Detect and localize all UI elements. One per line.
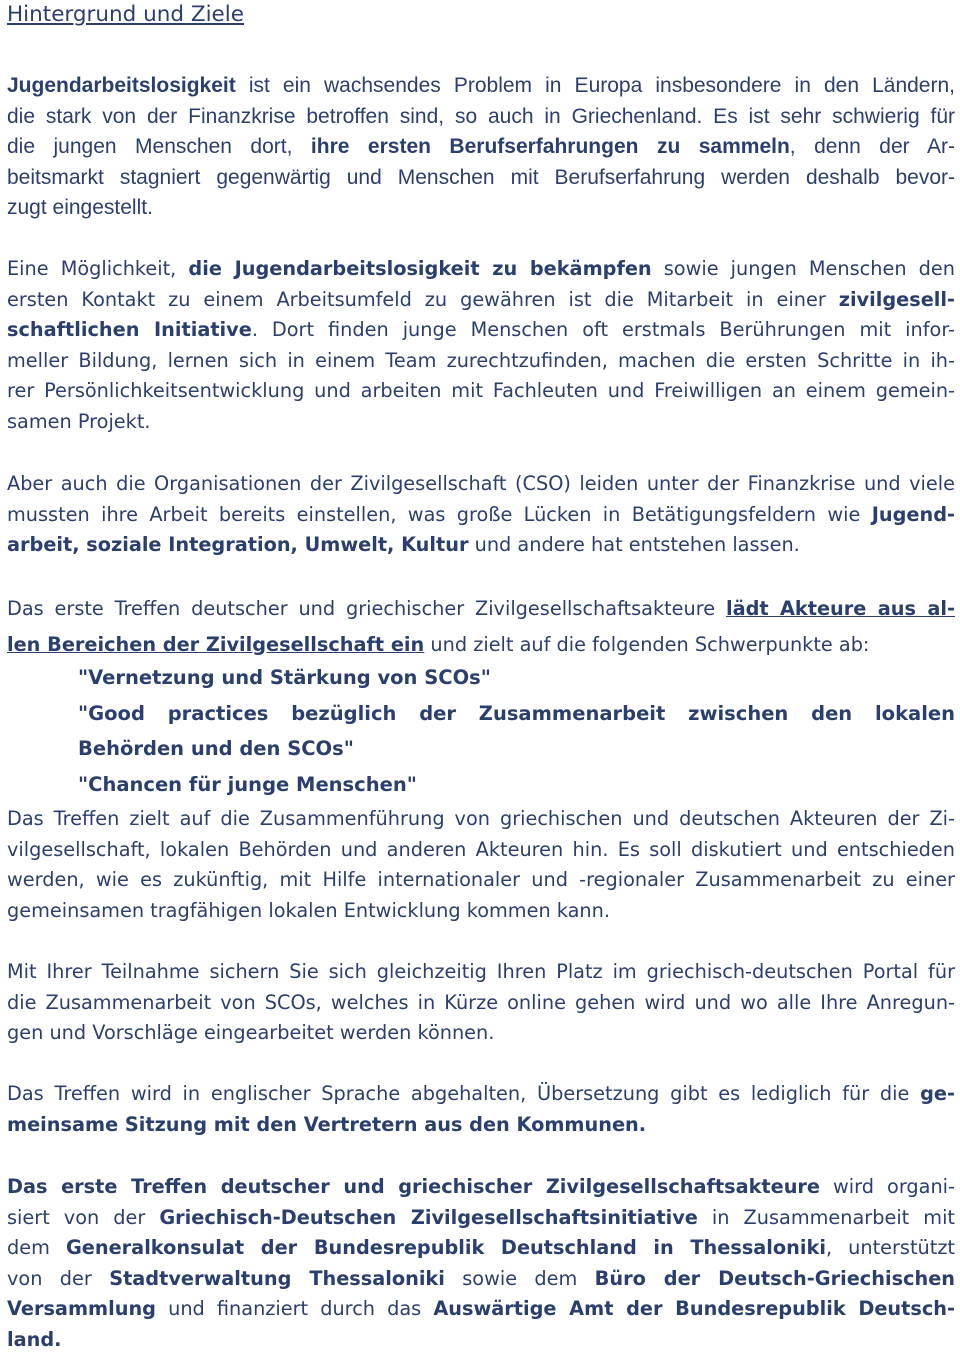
section-heading: Hintergrund und Ziele — [7, 0, 244, 30]
text-line: die Zusammenarbeit von SCOs, welches in Kürze online gehen wird und wo alle Ihre Anregun- — [7, 988, 955, 1019]
text-line: zugt eingestellt. — [7, 193, 955, 224]
text-line: dem Generalkonsulat der Bundesrepublik Deutschland in Thessaloniki, unterstützt — [7, 1233, 955, 1264]
text-line: gemeinsamen tragfähigen lokalen Entwicklung kommen kann. — [7, 896, 955, 927]
text-line: Das erste Treffen deutscher und griechischer Zivilgesellschaftsakteure lädt Akteure aus al- — [7, 591, 955, 627]
text-line: Das Treffen wird in englischer Sprache abgehalten, Übersetzung gibt es lediglich für die ge- — [7, 1079, 955, 1110]
text-line: Das Treffen zielt auf die Zusammenführung von griechischen und deutschen Akteuren der Zi- — [7, 804, 955, 835]
focus-topic: Behörden und den SCOs" — [78, 731, 955, 767]
text-line: Jugendarbeitslosigkeit ist ein wachsendes Problem in Europa insbesondere in den Ländern, — [7, 71, 955, 102]
text-line: meinsame Sitzung mit den Vertretern aus den Kommunen. — [7, 1110, 955, 1141]
text-line: mussten ihre Arbeit bereits einstellen, was große Lücken in Betätigungsfeldern wie Jugend- — [7, 500, 955, 531]
text-line: beitsmarkt stagniert gegenwärtig und Menschen mit Berufserfahrung werden deshalb bevor- — [7, 163, 955, 194]
focus-topic: "Vernetzung und Stärkung von SCOs" — [78, 660, 955, 696]
text-line: Aber auch die Organisationen der Zivilgesellschaft (CSO) leiden unter der Finanzkrise und viele — [7, 469, 955, 500]
paragraph-cso — [7, 469, 955, 561]
text-line: die jungen Menschen dort, ihre ersten Berufserfahrungen zu sammeln, denn der Ar- — [7, 132, 955, 163]
text-line: rer Persönlichkeitsentwicklung und arbeiten mit Fachleuten und Freiwilligen an einem gemein- — [7, 376, 955, 407]
text-line: arbeit, soziale Integration, Umwelt, Kultur und andere hat entstehen lassen. — [7, 530, 955, 561]
text-line: samen Projekt. — [7, 407, 955, 438]
text-line: land. — [7, 1325, 955, 1355]
text-line: schaftlichen Initiative. Dort finden junge Menschen oft erstmals Berührungen mit infor- — [7, 315, 955, 346]
paragraph-organizers — [7, 1172, 955, 1355]
text-line: von der Stadtverwaltung Thessaloniki sowie dem Büro der Deutsch-Griechischen — [7, 1264, 955, 1295]
paragraph-language — [7, 1079, 955, 1140]
text-line: Das erste Treffen deutscher und griechischer Zivilgesellschaftsakteure wird organi- — [7, 1172, 955, 1203]
text-line: ersten Kontakt zu einem Arbeitsumfeld zu gewähren ist die Mitarbeit in einer zivilgesell- — [7, 285, 955, 316]
paragraph-portal — [7, 957, 955, 1049]
focus-topics — [78, 660, 955, 802]
text-line: Mit Ihrer Teilnahme sichern Sie sich gleichzeitig Ihren Platz im griechisch-deutschen Portal für — [7, 957, 955, 988]
paragraph-meeting-goal — [7, 804, 955, 926]
paragraph-opportunity — [7, 254, 955, 437]
text-line: gen und Vorschläge eingearbeitet werden können. — [7, 1018, 955, 1049]
text-line: Versammlung und finanziert durch das Auswärtige Amt der Bundesrepublik Deutsch- — [7, 1294, 955, 1325]
text-line: siert von der Griechisch-Deutschen Zivilgesellschaftsinitiative in Zusammenarbeit mit — [7, 1203, 955, 1234]
focus-topic: "Good practices bezüglich der Zusammenarbeit zwischen den lokalen — [78, 696, 955, 732]
text-line: vilgesellschaft, lokalen Behörden und anderen Akteuren hin. Es soll diskutiert und entschieden — [7, 835, 955, 866]
text-line: len Bereichen der Zivilgesellschaft ein und zielt auf die folgenden Schwerpunkte ab: — [7, 627, 955, 663]
paragraph-background — [7, 71, 955, 224]
focus-topic: "Chancen für junge Menschen" — [78, 767, 955, 803]
text-line: die stark von der Finanzkrise betroffen sind, so auch in Griechenland. Es ist sehr schwierig für — [7, 102, 955, 133]
paragraph-meeting-intro — [7, 591, 955, 662]
text-line: Eine Möglichkeit, die Jugendarbeitslosigkeit zu bekämpfen sowie jungen Menschen den — [7, 254, 955, 285]
text-line: meller Bildung, lernen sich in einem Team zurechtzufinden, machen die ersten Schritte in ih- — [7, 346, 955, 377]
text-line: werden, wie es zukünftig, mit Hilfe internationaler und -regionaler Zusammenarbeit zu einer — [7, 865, 955, 896]
